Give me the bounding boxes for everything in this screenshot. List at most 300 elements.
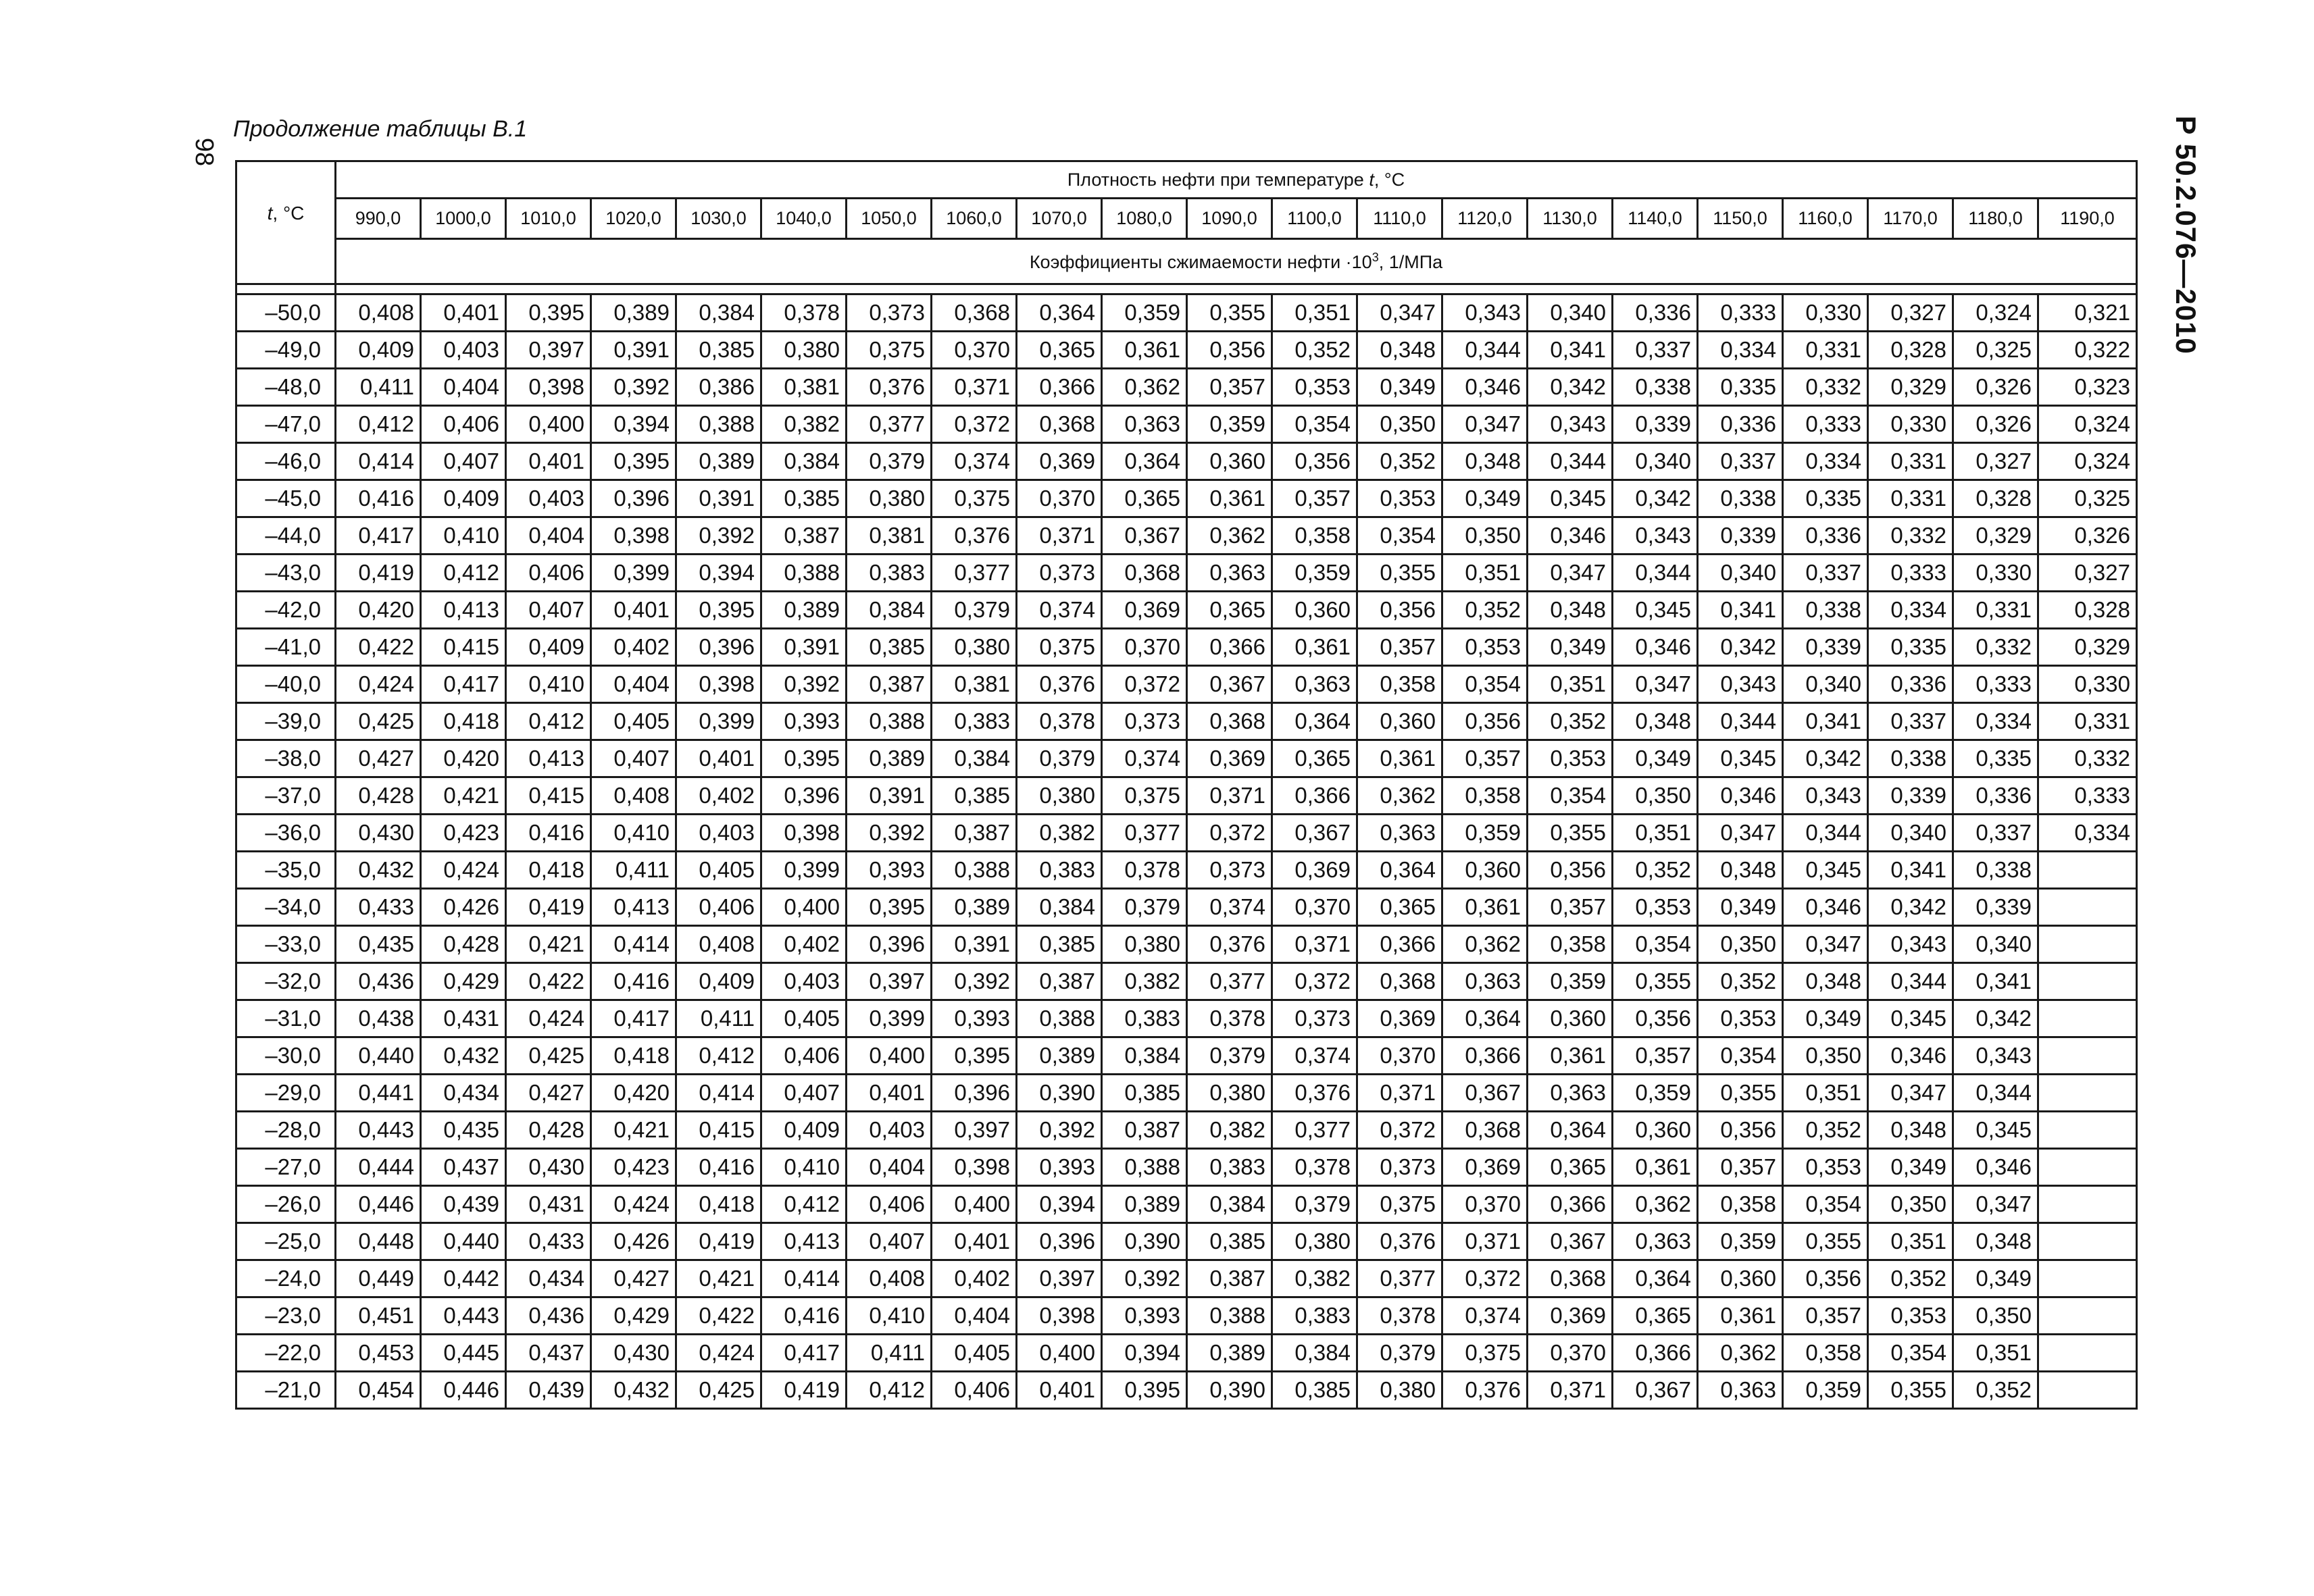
coefficient-cell (2038, 1335, 2137, 1372)
coefficient-cell: 0,379 (932, 592, 1017, 629)
coefficient-cell: 0,329 (2038, 629, 2137, 666)
table-row (236, 629, 2137, 666)
density-header-cell: 1020,0 (591, 199, 676, 239)
coefficient-cell: 0,421 (591, 1112, 676, 1149)
coefficient-cell: 0,338 (1953, 852, 2038, 889)
table-row (236, 740, 2137, 777)
coefficient-cell: 0,443 (421, 1297, 506, 1335)
coefficient-cell: 0,419 (676, 1223, 761, 1260)
table-row (236, 443, 2137, 480)
coefficient-cell: 0,436 (336, 963, 421, 1000)
coefficient-cell: 0,357 (1442, 740, 1528, 777)
coefficient-cell: 0,374 (1017, 592, 1102, 629)
coefficient-cell: 0,388 (1017, 1000, 1102, 1037)
coefficient-cell: 0,371 (932, 369, 1017, 406)
coefficient-cell: 0,371 (1187, 777, 1272, 815)
coefficient-cell: 0,376 (847, 369, 932, 406)
coefficient-cell: 0,391 (761, 629, 847, 666)
coefficient-cell: 0,367 (1528, 1223, 1613, 1260)
coefficient-cell: 0,333 (2038, 777, 2137, 815)
coefficient-cell: 0,405 (591, 703, 676, 740)
temperature-cell: –47,0 (236, 406, 336, 443)
coefficient-cell: 0,350 (1613, 777, 1698, 815)
coefficient-cell: 0,345 (1868, 1000, 1953, 1037)
coefficient-cell: 0,400 (847, 1037, 932, 1075)
coefficient-cell: 0,339 (1783, 629, 1868, 666)
coefficient-cell: 0,428 (506, 1112, 591, 1149)
coefficient-cell: 0,336 (1953, 777, 2038, 815)
temperature-cell: –38,0 (236, 740, 336, 777)
table-row (236, 666, 2137, 703)
coefficient-cell: 0,352 (1783, 1112, 1868, 1149)
coefficient-cell: 0,389 (591, 294, 676, 332)
coefficient-cell: 0,371 (1017, 517, 1102, 555)
coefficient-cell: 0,422 (506, 963, 591, 1000)
coefficient-cell: 0,371 (1272, 926, 1357, 963)
coefficient-cell: 0,406 (421, 406, 506, 443)
coefficient-cell: 0,434 (421, 1075, 506, 1112)
coefficient-cell: 0,337 (1613, 332, 1698, 369)
coefficient-cell: 0,378 (761, 294, 847, 332)
coefficient-cell: 0,422 (336, 629, 421, 666)
coefficient-cell: 0,351 (1528, 666, 1613, 703)
coefficient-cell: 0,353 (1442, 629, 1528, 666)
coefficient-cell: 0,358 (1442, 777, 1528, 815)
coefficient-cell: 0,377 (1187, 963, 1272, 1000)
coefficient-cell: 0,415 (506, 777, 591, 815)
coefficient-cell: 0,383 (932, 703, 1017, 740)
temperature-cell: –33,0 (236, 926, 336, 963)
coefficient-cell: 0,333 (1953, 666, 2038, 703)
table-row (236, 1260, 2137, 1297)
coefficient-cell: 0,396 (932, 1075, 1017, 1112)
coefficient-cell: 0,344 (1783, 815, 1868, 852)
coefficient-cell: 0,334 (1953, 703, 2038, 740)
coefficient-cell: 0,362 (1442, 926, 1528, 963)
coefficient-cell: 0,363 (1528, 1075, 1613, 1112)
table-row (236, 406, 2137, 443)
coefficient-cell: 0,385 (932, 777, 1017, 815)
coefficient-cell: 0,359 (1783, 1372, 1868, 1409)
coefficient-cell: 0,399 (591, 555, 676, 592)
coefficient-cell: 0,428 (421, 926, 506, 963)
coefficient-cell: 0,367 (1442, 1075, 1528, 1112)
coefficient-cell: 0,384 (1272, 1335, 1357, 1372)
coefficient-cell: 0,360 (1698, 1260, 1783, 1297)
coefficient-cell: 0,392 (1017, 1112, 1102, 1149)
coefficient-cell: 0,393 (1017, 1149, 1102, 1186)
table-row (236, 815, 2137, 852)
coefficient-cell: 0,335 (1953, 740, 2038, 777)
coefficient-cell: 0,418 (676, 1186, 761, 1223)
density-header-text: Плотность нефти при температуре (1067, 169, 1369, 190)
coefficient-cell: 0,401 (1017, 1372, 1102, 1409)
coefficient-cell: 0,366 (1442, 1037, 1528, 1075)
coefficient-cell: 0,420 (421, 740, 506, 777)
coefficient-cell: 0,368 (1528, 1260, 1613, 1297)
density-header-cell: 1130,0 (1528, 199, 1613, 239)
coefficient-cell: 0,343 (1953, 1037, 2038, 1075)
coefficient-cell: 0,396 (1017, 1223, 1102, 1260)
coefficient-cell: 0,407 (847, 1223, 932, 1260)
coefficient-cell: 0,383 (1017, 852, 1102, 889)
coefficient-cell: 0,335 (1698, 369, 1783, 406)
coefficient-cell: 0,396 (847, 926, 932, 963)
coefficient-cell: 0,353 (1528, 740, 1613, 777)
coefficient-cell: 0,421 (676, 1260, 761, 1297)
coefficient-cell: 0,392 (676, 517, 761, 555)
density-header-cell: 1050,0 (847, 199, 932, 239)
density-header-cell: 1040,0 (761, 199, 847, 239)
coefficient-cell: 0,342 (1868, 889, 1953, 926)
coefficient-cell: 0,373 (847, 294, 932, 332)
coefficient-cell: 0,418 (506, 852, 591, 889)
coefficient-cell: 0,353 (1272, 369, 1357, 406)
coefficient-cell: 0,362 (1698, 1335, 1783, 1372)
coefficient-cell: 0,398 (932, 1149, 1017, 1186)
coefficient-cell: 0,328 (1953, 480, 2038, 517)
coefficient-cell: 0,350 (1953, 1297, 2038, 1335)
coefficient-cell: 0,362 (1187, 517, 1272, 555)
coefficient-cell: 0,371 (1357, 1075, 1442, 1112)
coefficient-cell: 0,392 (847, 815, 932, 852)
coefficient-cell: 0,341 (1783, 703, 1868, 740)
coefficient-cell: 0,404 (847, 1149, 932, 1186)
coefficient-cell: 0,423 (421, 815, 506, 852)
coefficient-cell: 0,365 (1357, 889, 1442, 926)
density-header-cell: 1090,0 (1187, 199, 1272, 239)
coefficient-cell: 0,356 (1187, 332, 1272, 369)
coefficient-cell: 0,336 (1613, 294, 1698, 332)
temperature-cell: –44,0 (236, 517, 336, 555)
coefficient-cell: 0,393 (932, 1000, 1017, 1037)
coefficient-cell: 0,324 (2038, 443, 2137, 480)
coefficient-cell: 0,344 (1698, 703, 1783, 740)
coefficient-cell: 0,382 (1102, 963, 1187, 1000)
temperature-cell: –46,0 (236, 443, 336, 480)
coefficient-cell: 0,366 (1187, 629, 1272, 666)
coefficient-cell: 0,365 (1613, 1297, 1698, 1335)
coefficient-cell: 0,393 (847, 852, 932, 889)
density-header-cell: 1170,0 (1868, 199, 1953, 239)
coefficient-cell: 0,406 (761, 1037, 847, 1075)
coefficient-cell: 0,385 (1017, 926, 1102, 963)
coefficient-cell: 0,379 (847, 443, 932, 480)
coefficient-cell: 0,339 (1613, 406, 1698, 443)
coefficient-cell: 0,400 (1017, 1335, 1102, 1372)
coefficient-cell: 0,363 (1613, 1223, 1698, 1260)
coefficient-cell: 0,440 (336, 1037, 421, 1075)
coefficient-cell: 0,406 (847, 1186, 932, 1223)
coefficient-cell: 0,417 (336, 517, 421, 555)
temperature-cell: –28,0 (236, 1112, 336, 1149)
coefficient-cell: 0,407 (506, 592, 591, 629)
coefficient-cell: 0,403 (506, 480, 591, 517)
coefficient-cell: 0,343 (1868, 926, 1953, 963)
coefficient-cell: 0,382 (1187, 1112, 1272, 1149)
coefficient-cell: 0,360 (1357, 703, 1442, 740)
coefficient-cell: 0,412 (421, 555, 506, 592)
coefficient-cell: 0,333 (1868, 555, 1953, 592)
coefficient-cell: 0,412 (676, 1037, 761, 1075)
coef-header-exp: 3 (1372, 250, 1379, 264)
coefficient-cell: 0,347 (1442, 406, 1528, 443)
table-row (236, 703, 2137, 740)
coefficient-cell: 0,349 (1528, 629, 1613, 666)
coefficient-cell: 0,404 (591, 666, 676, 703)
coefficient-cell: 0,410 (761, 1149, 847, 1186)
coefficient-cell (2038, 1372, 2137, 1409)
t-unit: , °С (272, 203, 305, 224)
coefficient-cell: 0,340 (1783, 666, 1868, 703)
coefficient-cell: 0,446 (336, 1186, 421, 1223)
coefficient-cell: 0,352 (1698, 963, 1783, 1000)
coefficient-cell: 0,385 (761, 480, 847, 517)
coefficient-cell (2038, 852, 2137, 889)
coefficient-cell: 0,343 (1528, 406, 1613, 443)
coefficient-cell: 0,346 (1528, 517, 1613, 555)
coefficient-cell: 0,335 (1868, 629, 1953, 666)
coefficient-cell: 0,389 (847, 740, 932, 777)
coefficient-cell: 0,360 (1613, 1112, 1698, 1149)
coefficient-cell: 0,396 (591, 480, 676, 517)
coefficient-cell: 0,380 (1357, 1372, 1442, 1409)
coefficient-cell: 0,373 (1102, 703, 1187, 740)
coefficient-cell: 0,371 (1528, 1372, 1613, 1409)
coefficient-cell: 0,391 (676, 480, 761, 517)
coefficient-cell: 0,413 (591, 889, 676, 926)
coefficient-cell: 0,341 (1868, 852, 1953, 889)
coefficient-cell: 0,424 (676, 1335, 761, 1372)
coefficient-cell: 0,440 (421, 1223, 506, 1260)
coefficient-cell: 0,331 (1783, 332, 1868, 369)
coefficient-cell: 0,419 (761, 1372, 847, 1409)
coefficient-cell: 0,434 (506, 1260, 591, 1297)
coefficient-cell (2038, 1297, 2137, 1335)
coefficient-cell: 0,357 (1528, 889, 1613, 926)
coefficient-cell: 0,348 (1698, 852, 1783, 889)
coefficient-cell: 0,378 (1272, 1149, 1357, 1186)
coefficient-cell: 0,348 (1442, 443, 1528, 480)
coefficient-cell: 0,377 (932, 555, 1017, 592)
density-header-cell: 1190,0 (2038, 199, 2137, 239)
coefficient-cell: 0,397 (506, 332, 591, 369)
coefficient-cell: 0,379 (1272, 1186, 1357, 1223)
coefficient-cell: 0,359 (1102, 294, 1187, 332)
coefficient-cell: 0,340 (1698, 555, 1783, 592)
coefficient-cell: 0,352 (1528, 703, 1613, 740)
coefficient-cell: 0,385 (1102, 1075, 1187, 1112)
coefficient-cell: 0,368 (1187, 703, 1272, 740)
coefficient-cell: 0,413 (506, 740, 591, 777)
coefficient-cell: 0,330 (1953, 555, 2038, 592)
coefficient-cell: 0,429 (421, 963, 506, 1000)
coefficient-cell: 0,375 (1442, 1335, 1528, 1372)
coefficient-cell: 0,418 (421, 703, 506, 740)
coefficient-cell: 0,368 (1357, 963, 1442, 1000)
coefficient-cell: 0,371 (1442, 1223, 1528, 1260)
coefficient-cell: 0,343 (1698, 666, 1783, 703)
coefficient-cell: 0,384 (1102, 1037, 1187, 1075)
coefficient-cell: 0,369 (1272, 852, 1357, 889)
coefficient-cell: 0,413 (421, 592, 506, 629)
coefficient-cell: 0,426 (591, 1223, 676, 1260)
coefficient-cell: 0,389 (1017, 1037, 1102, 1075)
coefficient-cell: 0,330 (1783, 294, 1868, 332)
coefficient-cell: 0,350 (1783, 1037, 1868, 1075)
coefficient-cell: 0,377 (1357, 1260, 1442, 1297)
coefficient-cell: 0,349 (1613, 740, 1698, 777)
coefficient-cell: 0,323 (2038, 369, 2137, 406)
coefficient-cell: 0,351 (1783, 1075, 1868, 1112)
coefficient-cell: 0,439 (421, 1186, 506, 1223)
coefficient-cell: 0,354 (1868, 1335, 1953, 1372)
coefficient-cell: 0,422 (676, 1297, 761, 1335)
temperature-cell: –31,0 (236, 1000, 336, 1037)
coefficient-cell: 0,375 (932, 480, 1017, 517)
coefficient-cell: 0,425 (336, 703, 421, 740)
coefficient-cell: 0,370 (1017, 480, 1102, 517)
coefficient-cell: 0,405 (676, 852, 761, 889)
coefficient-cell: 0,449 (336, 1260, 421, 1297)
coefficient-cell: 0,395 (506, 294, 591, 332)
temperature-cell: –30,0 (236, 1037, 336, 1075)
coef-header-unit: , 1/МПа (1378, 251, 1443, 272)
coefficient-cell: 0,383 (1102, 1000, 1187, 1037)
coefficient-cell: 0,332 (1783, 369, 1868, 406)
coefficient-cell: 0,430 (336, 815, 421, 852)
coefficient-cell: 0,364 (1102, 443, 1187, 480)
coefficient-cell: 0,321 (2038, 294, 2137, 332)
coefficient-cell: 0,347 (1868, 1075, 1953, 1112)
coefficient-cell: 0,381 (761, 369, 847, 406)
coefficient-cell: 0,349 (1783, 1000, 1868, 1037)
coefficient-cell: 0,346 (1868, 1037, 1953, 1075)
coefficient-cell: 0,435 (336, 926, 421, 963)
coefficient-cell: 0,348 (1868, 1112, 1953, 1149)
coefficient-cell: 0,401 (591, 592, 676, 629)
coefficient-cell: 0,408 (676, 926, 761, 963)
coefficient-cell (2038, 926, 2137, 963)
coefficient-cell: 0,377 (847, 406, 932, 443)
coefficient-cell: 0,390 (1102, 1223, 1187, 1260)
coefficient-cell: 0,353 (1868, 1297, 1953, 1335)
coefficient-cell: 0,361 (1102, 332, 1187, 369)
coefficient-cell: 0,347 (1783, 926, 1868, 963)
coefficient-cell: 0,451 (336, 1297, 421, 1335)
coefficient-cell (2038, 1223, 2137, 1260)
coefficient-cell: 0,394 (591, 406, 676, 443)
document-code: Р 50.2.076—2010 (2170, 115, 2202, 355)
coefficient-cell: 0,425 (676, 1372, 761, 1409)
coefficient-cell: 0,407 (591, 740, 676, 777)
coefficient-cell: 0,393 (761, 703, 847, 740)
coefficient-cell: 0,347 (1613, 666, 1698, 703)
coefficient-cell: 0,364 (1442, 1000, 1528, 1037)
coefficient-cell: 0,401 (421, 294, 506, 332)
temperature-cell: –37,0 (236, 777, 336, 815)
coefficient-cell: 0,409 (421, 480, 506, 517)
coefficient-cell (2038, 1037, 2137, 1075)
header-separator (236, 284, 2137, 294)
coefficient-cell: 0,409 (336, 332, 421, 369)
coefficient-cell: 0,381 (932, 666, 1017, 703)
coefficient-cell (2038, 1112, 2137, 1149)
coefficient-cell: 0,395 (591, 443, 676, 480)
coefficient-cell: 0,359 (1698, 1223, 1783, 1260)
coefficient-cell: 0,354 (1442, 666, 1528, 703)
table-row (236, 369, 2137, 406)
coefficient-cell: 0,359 (1613, 1075, 1698, 1112)
coefficient-cell: 0,354 (1272, 406, 1357, 443)
coefficient-cell: 0,408 (591, 777, 676, 815)
coefficient-cell: 0,380 (932, 629, 1017, 666)
coefficient-cell: 0,356 (1528, 852, 1613, 889)
coefficient-cell: 0,387 (1102, 1112, 1187, 1149)
coefficient-cell: 0,337 (1783, 555, 1868, 592)
density-header-cell: 1110,0 (1357, 199, 1442, 239)
coefficient-cell: 0,337 (1868, 703, 1953, 740)
coefficient-cell: 0,344 (1528, 443, 1613, 480)
coefficient-cell: 0,358 (1357, 666, 1442, 703)
coefficient-cell: 0,348 (1357, 332, 1442, 369)
coefficient-cell: 0,337 (1698, 443, 1783, 480)
coefficient-cell: 0,373 (1187, 852, 1272, 889)
coefficient-cell: 0,350 (1357, 406, 1442, 443)
page-number: 98 (190, 137, 218, 167)
coefficient-cell: 0,348 (1783, 963, 1868, 1000)
coefficient-cell: 0,362 (1357, 777, 1442, 815)
coefficient-cell: 0,362 (1102, 369, 1187, 406)
coefficient-cell: 0,423 (591, 1149, 676, 1186)
coefficient-cell: 0,345 (1953, 1112, 2038, 1149)
coefficient-cell: 0,383 (1187, 1149, 1272, 1186)
coefficient-cell: 0,387 (847, 666, 932, 703)
coefficient-cell: 0,342 (1783, 740, 1868, 777)
coefficient-cell: 0,369 (1187, 740, 1272, 777)
coefficient-cell: 0,350 (1698, 926, 1783, 963)
coefficient-cell: 0,349 (1442, 480, 1528, 517)
coefficient-cell: 0,387 (1187, 1260, 1272, 1297)
coefficient-cell: 0,383 (1272, 1297, 1357, 1335)
coefficient-cell: 0,432 (336, 852, 421, 889)
coefficient-cell: 0,380 (1102, 926, 1187, 963)
coefficient-cell: 0,327 (1868, 294, 1953, 332)
coefficient-cell: 0,329 (1868, 369, 1953, 406)
coefficient-cell: 0,379 (1102, 889, 1187, 926)
coefficient-cell: 0,370 (1102, 629, 1187, 666)
coefficient-cell: 0,341 (1953, 963, 2038, 1000)
coefficient-cell: 0,390 (1017, 1075, 1102, 1112)
coefficient-cell: 0,350 (1868, 1186, 1953, 1223)
coefficient-cell: 0,352 (1272, 332, 1357, 369)
table-body (236, 294, 2137, 1409)
coefficient-cell: 0,414 (336, 443, 421, 480)
coefficient-cell: 0,378 (1187, 1000, 1272, 1037)
coefficient-cell: 0,378 (1357, 1297, 1442, 1335)
table-row (236, 1075, 2137, 1112)
temperature-cell: –48,0 (236, 369, 336, 406)
table-row (236, 889, 2137, 926)
coefficient-cell: 0,355 (1613, 963, 1698, 1000)
coefficient-cell: 0,417 (421, 666, 506, 703)
coefficient-cell: 0,366 (1017, 369, 1102, 406)
coefficient-cell: 0,326 (1953, 369, 2038, 406)
coefficient-cell: 0,387 (1017, 963, 1102, 1000)
density-header-cell: 1030,0 (676, 199, 761, 239)
coefficient-cell: 0,401 (676, 740, 761, 777)
coefficient-cell: 0,360 (1272, 592, 1357, 629)
